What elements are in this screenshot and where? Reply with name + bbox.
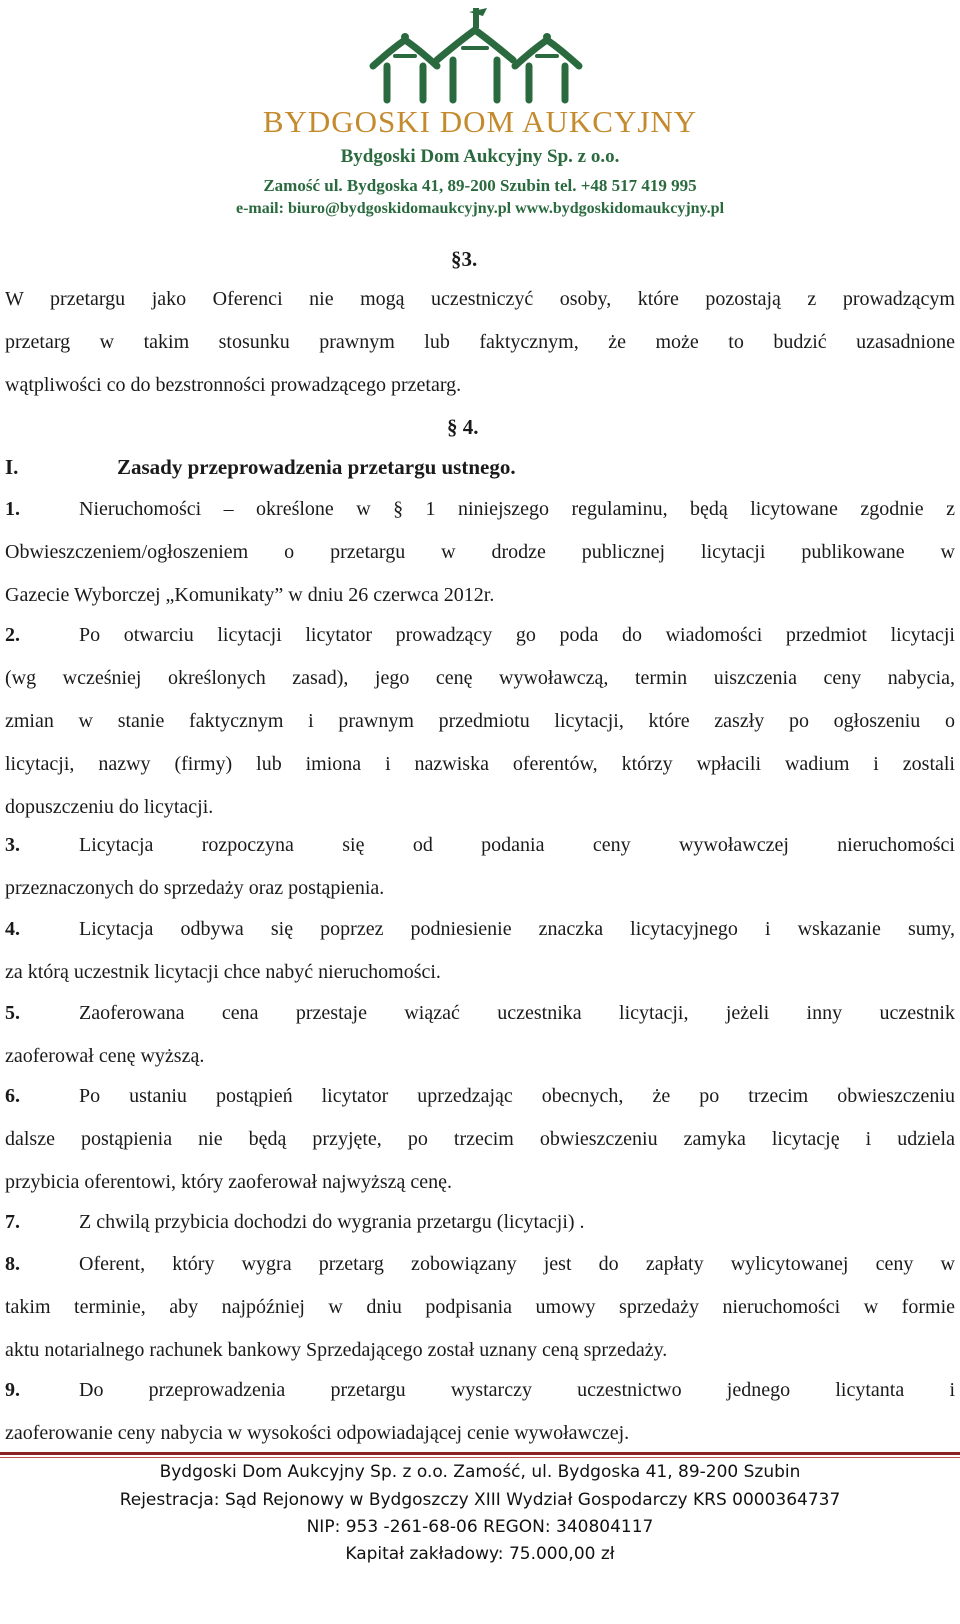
section-4-heading: § 4. [447,415,479,439]
list-item [5,1075,955,1204]
item-number: 8. [5,1253,20,1275]
item-number: 6. [5,1085,20,1107]
item-line: zaoferowanie ceny nabycia w wysokości odpowiadającej cenie wywoławczej. [5,1422,630,1444]
footer-tax-ids: NIP: 953 -261-68-06 REGON: 340804117 [306,1517,654,1537]
item-line: przeznaczonych do sprzedaży oraz postąpienia. [5,877,385,899]
footer-capital: Kapitał zakładowy: 75.000,00 zł [345,1544,615,1564]
item-number: 4. [5,918,20,940]
chapter-title: Zasady przeprowadzenia przetargu ustnego. [117,455,516,479]
section-3-line: przetarg w takim stosunku prawnym lub faktycznym, że może to budzić uzasadnione [5,331,955,353]
item-line: Z chwilą przybicia dochodzi do wygrania przetargu (licytacji) . [79,1211,585,1233]
letterhead [0,0,960,217]
list-item [5,1369,955,1455]
list-item [5,824,955,910]
item-number: 2. [5,624,20,646]
item-number: 5. [5,1002,20,1024]
section-3-heading: §3. [451,247,478,271]
footer-divider-thin [0,1457,960,1458]
item-line: zmian w stanie faktycznym i prawnym przedmiotu licytacji, które zaszły po ogłoszeniu o [5,710,955,732]
company-address: Zamość ul. Bydgoska 41, 89-200 Szubin tel. +48 517 419 995 [263,176,697,195]
item-line: dalsze postąpienia nie będą przyjęte, po trzecim obwieszczeniu zamyka licytację i udziela [5,1128,955,1150]
item-line: Licytacja rozpoczyna się od podania ceny wywoławczej nieruchomości [79,834,955,856]
list-item [5,488,955,617]
item-line: takim terminie, aby najpóźniej w dniu podpisania umowy sprzedaży nieruchomości w formie [5,1296,955,1318]
section-3-line: wątpliwości co do bezstronności prowadzącego przetarg. [5,374,462,396]
item-line: zaoferował cenę wyższą. [5,1045,205,1067]
item-line: Oferent, który wygra przetarg zobowiązany jest do zapłaty wylicytowanej ceny w [79,1253,955,1275]
list-item [5,614,955,829]
item-line: aktu notarialnego rachunek bankowy Sprzedającego został uznany ceną sprzedaży. [5,1339,668,1361]
auction-house-logo-icon [365,4,595,104]
item-line: przybicia oferentowi, który zaoferował najwyższą cenę. [5,1171,453,1193]
footer-divider [0,1452,960,1455]
company-name: Bydgoski Dom Aukcyjny Sp. z o.o. [340,146,620,167]
item-line: Po otwarciu licytacji licytator prowadzący go poda do wiadomości przedmiot licytacji [79,624,955,646]
item-line: Po ustaniu postąpień licytator uprzedzając obecnych, że po trzecim obwieszczeniu [79,1085,955,1107]
list-item [5,992,955,1078]
item-number: 1. [5,498,20,520]
chapter-number: I. [5,455,19,479]
item-line: Zaoferowana cena przestaje wiązać uczestnika licytacji, jeżeli inny uczestnik [79,1002,955,1024]
item-line: (wg wcześniej określonych zasad), jego cenę wywoławczą, termin uiszczenia ceny nabycia, [5,667,955,689]
brand-name: BYDGOSKI DOM AUKCYJNY [262,104,698,139]
item-line: Licytacja odbywa się poprzez podniesienie znaczka licytacyjnego i wskazanie sumy, [79,918,955,940]
company-contact: e-mail: biuro@bydgoskidomaukcyjny.pl www.bydgoskidomaukcyjny.pl [235,200,725,217]
item-line: dopuszczeniu do licytacji. [5,796,214,818]
item-line: Do przeprowadzenia przetargu wystarczy uczestnictwo jednego licytanta i [79,1379,955,1401]
list-item [5,908,955,994]
item-line: licytacji, nazwy (firmy) lub imiona i nazwiska oferentów, którzy wpłacili wadium i zostali [5,753,955,775]
item-number: 9. [5,1379,20,1401]
footer-address: Bydgoski Dom Aukcyjny Sp. z o.o. Zamość, ul. Bydgoska 41, 89-200 Szubin [159,1462,801,1482]
item-line: Gazecie Wyborczej „Komunikaty” w dniu 26 czerwca 2012r. [5,584,495,606]
list-item [5,1243,955,1372]
section-3-body [5,278,955,407]
section-3-line: W przetargu jako Oferenci nie mogą uczestniczyć osoby, które pozostają z prowadzącym [5,288,955,310]
item-line: Nieruchomości – określone w § 1 niniejszego regulaminu, będą licytowane zgodnie z [79,498,955,520]
item-number: 3. [5,834,20,856]
item-line: Obwieszczeniem/ogłoszeniem o przetargu w drodze publicznej licytacji publikowane w [5,541,955,563]
item-number: 7. [5,1211,20,1233]
footer-registration: Rejestracja: Sąd Rejonowy w Bydgoszczy XIII Wydział Gospodarczy KRS 0000364737 [119,1490,841,1510]
item-line: za którą uczestnik licytacji chce nabyć nieruchomości. [5,961,441,983]
list-item [5,1201,955,1244]
